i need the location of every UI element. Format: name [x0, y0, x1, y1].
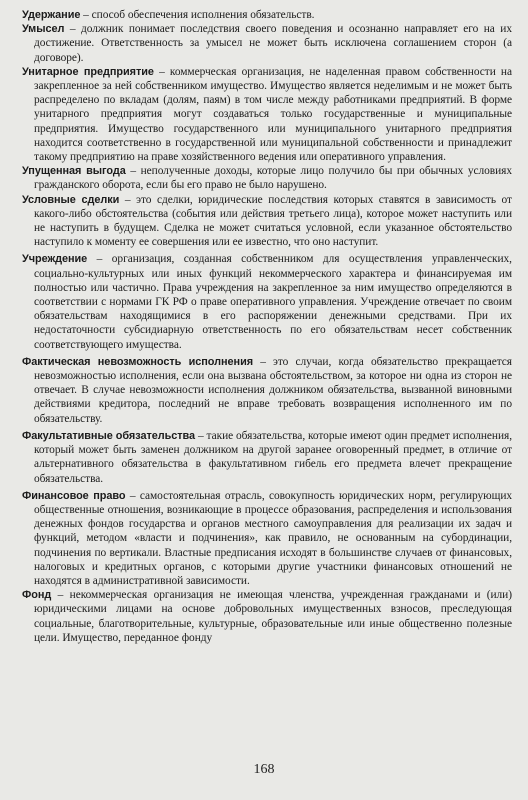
glossary-entry-uslovnye-sdelki [22, 193, 512, 250]
glossary-entry-uderzhanie [22, 8, 512, 22]
glossary-entry-fakticheskaya-nevozmozhnost [22, 355, 512, 426]
glossary-entry-finansovoe-pravo [22, 489, 512, 588]
entry-term: Учреждение [22, 253, 88, 266]
entry-term: Умысел [22, 23, 65, 36]
entry-term: Унитарное предприятие [22, 65, 154, 78]
entry-term: Фонд [22, 589, 52, 602]
entry-dash: – [260, 355, 266, 368]
entry-dash: – [129, 489, 136, 502]
entry-definition: некоммерческая организация не имеющая членства, учрежденная гражданами и (или) юридическими лицами на основе добровольных имущественных взносов, преследующая социальные, благотворительные, культурные, образовательные или иные общественно полезные цели. Имущество, переданное фонду [34, 589, 512, 644]
entry-definition: это сделки, юридические последствия которых ставятся в зависимость от какого-либо обстоятельства (события или действия третьего лица), которое может наступить или не наступить в будущем. Сделка не может считаться условной, если указанное обстоятельство наступило к моменту ее совершения или ее известно, что оно наступит. [34, 193, 512, 249]
entry-dash: – [96, 253, 103, 266]
entry-dash: – [124, 193, 131, 206]
entry-dash: – [159, 65, 165, 78]
entry-definition: это случаи, когда обязательство прекращается невозможностью исполнения, если она вызвана обстоятельством, за которое ни одна из сторон не отвечает. В случае невозможности исполнения должником обязательства, вызванной виновными действиями кредитора, последний не вправе требовать возвращения исполненного им по обязательству. [34, 355, 512, 425]
glossary-entry-unitarnoe-predpriyatie [22, 65, 512, 164]
entry-dash: – [57, 589, 64, 602]
entry-definition: должник понимает последствия своего поведения и осознанно направляет его на их достижение. Ответственность за умысел не может быть исключена соглашением сторон (а договоре). [34, 23, 512, 64]
entry-term: Финансовое право [22, 489, 126, 502]
entry-dash: – [130, 165, 136, 178]
entry-definition: самостоятельная отрасль, совокупность юридических норм, регулирующих общественные отношения, возникающие в процессе образования, распределения и использования денежных фондов государства и органов местного самоуправления для реализации их задач и функций, методом «власти и подчинения», как правило, не основанным на субординации, подчинения по вертикали. Властные предписания исходят в большинстве случаев от финансовых, налоговых и кредитных органов, с которыми другие участники финансовых отношений не находятся в административной зависимости. [34, 489, 513, 587]
entry-definition: коммерческая организация, не наделенная правом собственности на закрепленное за ней собственником имущество. Имущество является неделимым и не может быть распределено по вкладам (долям, паям) в том числе между работниками предприятий. В форме унитарного предприятия могут создаваться только государственные и муниципальные предприятия. Имущество государственного или муниципального унитарного предприятия находится соответственно в государственной или муниципальной собственности и принадлежит такому предприятию на праве хозяйственного ведения или оперативного управления. [34, 65, 512, 164]
glossary-entry-fakultativnye-obyazatelstva [22, 429, 512, 486]
entry-definition: такие обязательства, которые имеют один предмет исполнения, который может быть заменен должником на другой заранее оговоренный предмет, в отличие от альтернативного обязательства в факультативном гибель его предмета влечет прекращение обязательства. [34, 429, 512, 485]
entry-term: Условные сделки [22, 193, 120, 206]
entry-dash: – [197, 429, 204, 442]
page-number: 168 [253, 762, 275, 777]
entry-dash: – [69, 23, 76, 36]
entry-definition: неполученные доходы, которые лицо получило бы при обычных условиях гражданского оборота, если бы его право не было нарушено. [34, 165, 512, 192]
glossary-entry-fond [22, 588, 512, 645]
glossary-entry-upushchennaya-vygoda [22, 164, 512, 192]
entry-term: Фактическая невозможность исполнения [22, 355, 254, 368]
entry-term: Удержание [22, 9, 81, 21]
entry-definition: организация, созданная собственником для осуществления управленческих, социально-культурных или иных функций некоммерческого характера и финансируемая им полностью или частично. Права учреждения на закрепленное за ним имущество определяются в соответствии с нормами ГК РФ о праве оперативного управления. Учреждение отвечает по своим обязательствам находящимися в его распоряжении денежными средствами. При их недостаточности субсидиарную ответственность по его обязательствам несет собственник соответствующего имущества. [34, 253, 512, 351]
entry-term: Упущенная выгода [22, 165, 126, 178]
entry-dash: – [83, 9, 89, 21]
glossary-entry-umysel [22, 22, 512, 65]
glossary-entry-uchrezhdenie [22, 252, 512, 351]
entry-definition: способ обеспечения исполнения обязательств. [91, 9, 315, 21]
document-page [22, 8, 512, 788]
entry-term: Факультативные обязательства [22, 429, 196, 442]
